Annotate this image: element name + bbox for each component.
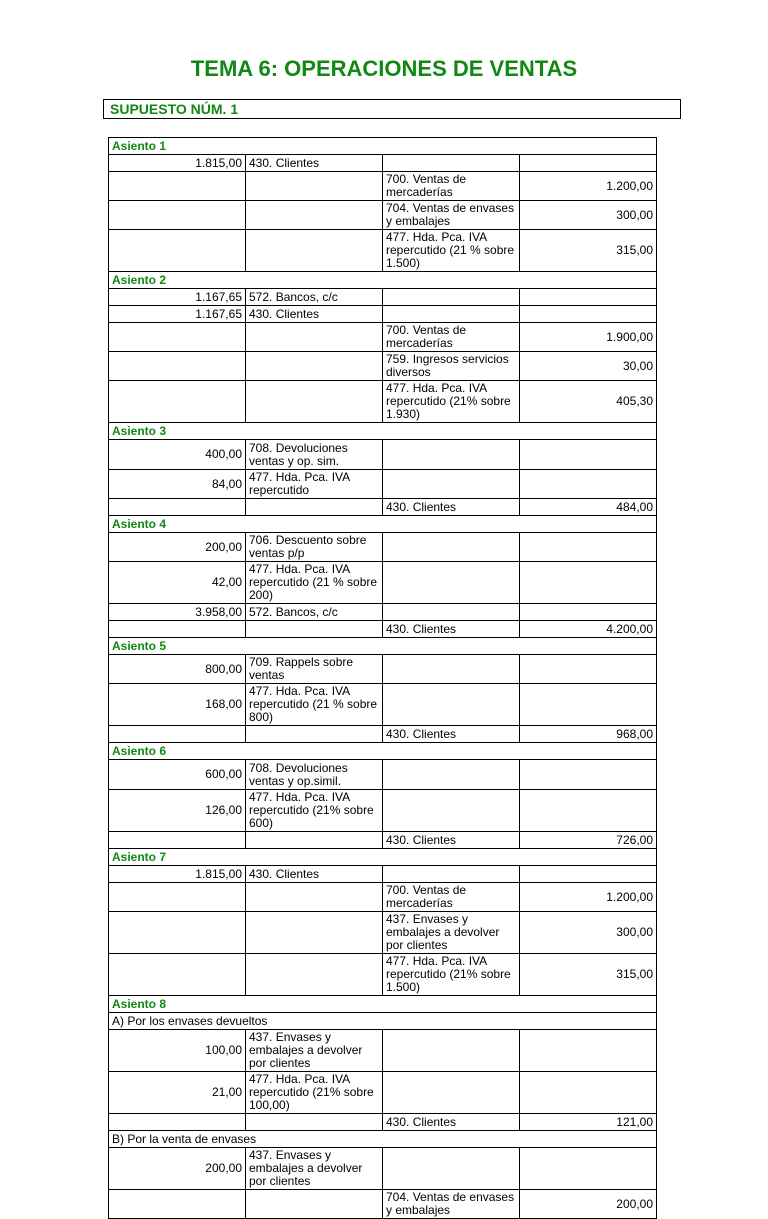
journal-row — [109, 440, 657, 470]
credit-account: 700. Ventas de mercaderías — [383, 323, 520, 352]
debit-amount: 84,00 — [109, 470, 246, 499]
journal-row — [109, 306, 657, 323]
credit-account — [383, 440, 520, 470]
entry-note-row — [109, 1131, 657, 1148]
debit-account — [246, 883, 383, 912]
credit-amount: 4.200,00 — [520, 621, 657, 638]
entry-header: Asiento 1 — [109, 138, 657, 155]
debit-amount: 21,00 — [109, 1072, 246, 1114]
supuesto-heading: SUPUESTO NÚM. 1 — [103, 99, 681, 119]
credit-amount: 300,00 — [520, 201, 657, 230]
debit-amount — [109, 883, 246, 912]
credit-account — [383, 866, 520, 883]
journal-row — [109, 562, 657, 604]
journal-row — [109, 832, 657, 849]
journal-row — [109, 655, 657, 684]
credit-account — [383, 790, 520, 832]
entry-header: Asiento 7 — [109, 849, 657, 866]
journal-row — [109, 470, 657, 499]
debit-account: 572. Bancos, c/c — [246, 289, 383, 306]
credit-account: 700. Ventas de mercaderías — [383, 172, 520, 201]
debit-account — [246, 912, 383, 954]
debit-account — [246, 954, 383, 996]
debit-amount: 168,00 — [109, 684, 246, 726]
debit-amount — [109, 499, 246, 516]
credit-amount — [520, 866, 657, 883]
credit-amount: 315,00 — [520, 954, 657, 996]
debit-account — [246, 499, 383, 516]
debit-amount: 1.167,65 — [109, 289, 246, 306]
credit-account — [383, 1072, 520, 1114]
debit-amount: 1.815,00 — [109, 155, 246, 172]
credit-amount — [520, 655, 657, 684]
debit-amount — [109, 323, 246, 352]
debit-amount — [109, 954, 246, 996]
credit-amount: 405,30 — [520, 381, 657, 423]
credit-amount: 300,00 — [520, 912, 657, 954]
debit-account: 430. Clientes — [246, 155, 383, 172]
journal-row — [109, 155, 657, 172]
credit-amount — [520, 289, 657, 306]
credit-amount: 315,00 — [520, 230, 657, 272]
credit-account: 430. Clientes — [383, 499, 520, 516]
credit-amount: 1.200,00 — [520, 172, 657, 201]
debit-amount: 600,00 — [109, 760, 246, 790]
entry-note-row — [109, 1013, 657, 1030]
debit-account: 477. Hda. Pca. IVA repercutido (21 % sobre 800) — [246, 684, 383, 726]
credit-amount: 1.200,00 — [520, 883, 657, 912]
credit-amount — [520, 440, 657, 470]
credit-account — [383, 470, 520, 499]
debit-account — [246, 172, 383, 201]
journal-row — [109, 684, 657, 726]
journal-row — [109, 621, 657, 638]
debit-account: 430. Clientes — [246, 866, 383, 883]
entry-header: Asiento 5 — [109, 638, 657, 655]
debit-amount: 1.167,65 — [109, 306, 246, 323]
journal-row — [109, 289, 657, 306]
debit-account: 477. Hda. Pca. IVA repercutido (21% sobre 100,00) — [246, 1072, 383, 1114]
entry-header-row — [109, 516, 657, 533]
journal-row — [109, 760, 657, 790]
debit-account: 477. Hda. Pca. IVA repercutido (21% sobre 600) — [246, 790, 383, 832]
debit-account — [246, 381, 383, 423]
entry-header: Asiento 4 — [109, 516, 657, 533]
debit-account — [246, 1114, 383, 1131]
journal-row — [109, 1030, 657, 1072]
entry-note: B) Por la venta de envases — [109, 1131, 657, 1148]
credit-account — [383, 684, 520, 726]
debit-account — [246, 1190, 383, 1219]
debit-account: 706. Descuento sobre ventas p/p — [246, 533, 383, 562]
debit-amount — [109, 912, 246, 954]
credit-account: 759. Ingresos servicios diversos — [383, 352, 520, 381]
entry-header-row — [109, 138, 657, 155]
journal-row — [109, 230, 657, 272]
credit-amount — [520, 306, 657, 323]
credit-amount: 968,00 — [520, 726, 657, 743]
credit-account: 704. Ventas de envases y embalajes — [383, 1190, 520, 1219]
journal-row — [109, 726, 657, 743]
debit-account — [246, 621, 383, 638]
credit-account — [383, 655, 520, 684]
credit-account — [383, 1148, 520, 1190]
credit-account — [383, 155, 520, 172]
entry-header: Asiento 2 — [109, 272, 657, 289]
debit-account: 708. Devoluciones ventas y op. sim. — [246, 440, 383, 470]
credit-amount — [520, 155, 657, 172]
debit-amount — [109, 201, 246, 230]
debit-account: 477. Hda. Pca. IVA repercutido (21 % sobre 200) — [246, 562, 383, 604]
journal-table — [108, 137, 657, 1219]
journal-row — [109, 866, 657, 883]
debit-account — [246, 230, 383, 272]
entry-header-row — [109, 272, 657, 289]
journal-row — [109, 323, 657, 352]
entry-header: Asiento 3 — [109, 423, 657, 440]
credit-amount: 726,00 — [520, 832, 657, 849]
entry-header-row — [109, 996, 657, 1013]
journal-row — [109, 499, 657, 516]
debit-amount: 200,00 — [109, 1148, 246, 1190]
credit-account: 704. Ventas de envases y embalajes — [383, 201, 520, 230]
credit-account: 477. Hda. Pca. IVA repercutido (21% sobre 1.500) — [383, 954, 520, 996]
debit-account: 572. Bancos, c/c — [246, 604, 383, 621]
journal-row — [109, 1114, 657, 1131]
journal-row — [109, 954, 657, 996]
journal-row — [109, 1148, 657, 1190]
journal-row — [109, 201, 657, 230]
credit-account: 430. Clientes — [383, 832, 520, 849]
entry-header-row — [109, 743, 657, 760]
debit-account: 708. Devoluciones ventas y op.simil. — [246, 760, 383, 790]
debit-amount: 3.958,00 — [109, 604, 246, 621]
credit-account: 430. Clientes — [383, 621, 520, 638]
credit-account: 700. Ventas de mercaderías — [383, 883, 520, 912]
debit-amount — [109, 832, 246, 849]
page-title: TEMA 6: OPERACIONES DE VENTAS — [190, 56, 578, 81]
credit-amount: 200,00 — [520, 1190, 657, 1219]
credit-amount — [520, 684, 657, 726]
debit-amount — [109, 230, 246, 272]
debit-amount — [109, 172, 246, 201]
credit-amount — [520, 604, 657, 621]
credit-account — [383, 289, 520, 306]
credit-amount: 1.900,00 — [520, 323, 657, 352]
credit-amount — [520, 1148, 657, 1190]
debit-account — [246, 323, 383, 352]
journal-row — [109, 1072, 657, 1114]
entry-header: Asiento 8 — [109, 996, 657, 1013]
credit-account — [383, 1030, 520, 1072]
debit-account: 709. Rappels sobre ventas — [246, 655, 383, 684]
entry-header-row — [109, 849, 657, 866]
debit-amount — [109, 1114, 246, 1131]
debit-amount: 42,00 — [109, 562, 246, 604]
credit-amount — [520, 562, 657, 604]
journal-row — [109, 883, 657, 912]
credit-amount — [520, 760, 657, 790]
journal-row — [109, 533, 657, 562]
entry-header-row — [109, 423, 657, 440]
debit-amount: 400,00 — [109, 440, 246, 470]
credit-amount — [520, 1030, 657, 1072]
debit-account — [246, 352, 383, 381]
entry-header-row — [109, 638, 657, 655]
credit-account — [383, 604, 520, 621]
entry-note: A) Por los envases devueltos — [109, 1013, 657, 1030]
journal-row — [109, 1190, 657, 1219]
credit-amount — [520, 1072, 657, 1114]
debit-amount — [109, 621, 246, 638]
debit-account — [246, 726, 383, 743]
debit-amount — [109, 381, 246, 423]
credit-amount: 484,00 — [520, 499, 657, 516]
journal-row — [109, 912, 657, 954]
credit-account: 477. Hda. Pca. IVA repercutido (21 % sobre 1.500) — [383, 230, 520, 272]
credit-account: 430. Clientes — [383, 1114, 520, 1131]
credit-amount — [520, 790, 657, 832]
entry-header: Asiento 6 — [109, 743, 657, 760]
debit-account: 477. Hda. Pca. IVA repercutido — [246, 470, 383, 499]
journal-row — [109, 381, 657, 423]
credit-account — [383, 562, 520, 604]
debit-account: 430. Clientes — [246, 306, 383, 323]
credit-account: 437. Envases y embalajes a devolver por clientes — [383, 912, 520, 954]
debit-account — [246, 832, 383, 849]
credit-account — [383, 760, 520, 790]
debit-amount — [109, 1190, 246, 1219]
debit-account: 437. Envases y embalajes a devolver por clientes — [246, 1030, 383, 1072]
credit-account — [383, 533, 520, 562]
journal-body — [109, 138, 657, 1219]
credit-amount — [520, 533, 657, 562]
credit-account: 477. Hda. Pca. IVA repercutido (21% sobre 1.930) — [383, 381, 520, 423]
credit-account — [383, 306, 520, 323]
debit-account: 437. Envases y embalajes a devolver por clientes — [246, 1148, 383, 1190]
debit-amount: 1.815,00 — [109, 866, 246, 883]
journal-row — [109, 790, 657, 832]
debit-account — [246, 201, 383, 230]
journal-row — [109, 604, 657, 621]
credit-amount — [520, 470, 657, 499]
debit-amount: 200,00 — [109, 533, 246, 562]
credit-account: 430. Clientes — [383, 726, 520, 743]
debit-amount: 126,00 — [109, 790, 246, 832]
debit-amount — [109, 352, 246, 381]
journal-row — [109, 172, 657, 201]
journal-row — [109, 352, 657, 381]
debit-amount: 100,00 — [109, 1030, 246, 1072]
credit-amount: 121,00 — [520, 1114, 657, 1131]
credit-amount: 30,00 — [520, 352, 657, 381]
debit-amount: 800,00 — [109, 655, 246, 684]
debit-amount — [109, 726, 246, 743]
